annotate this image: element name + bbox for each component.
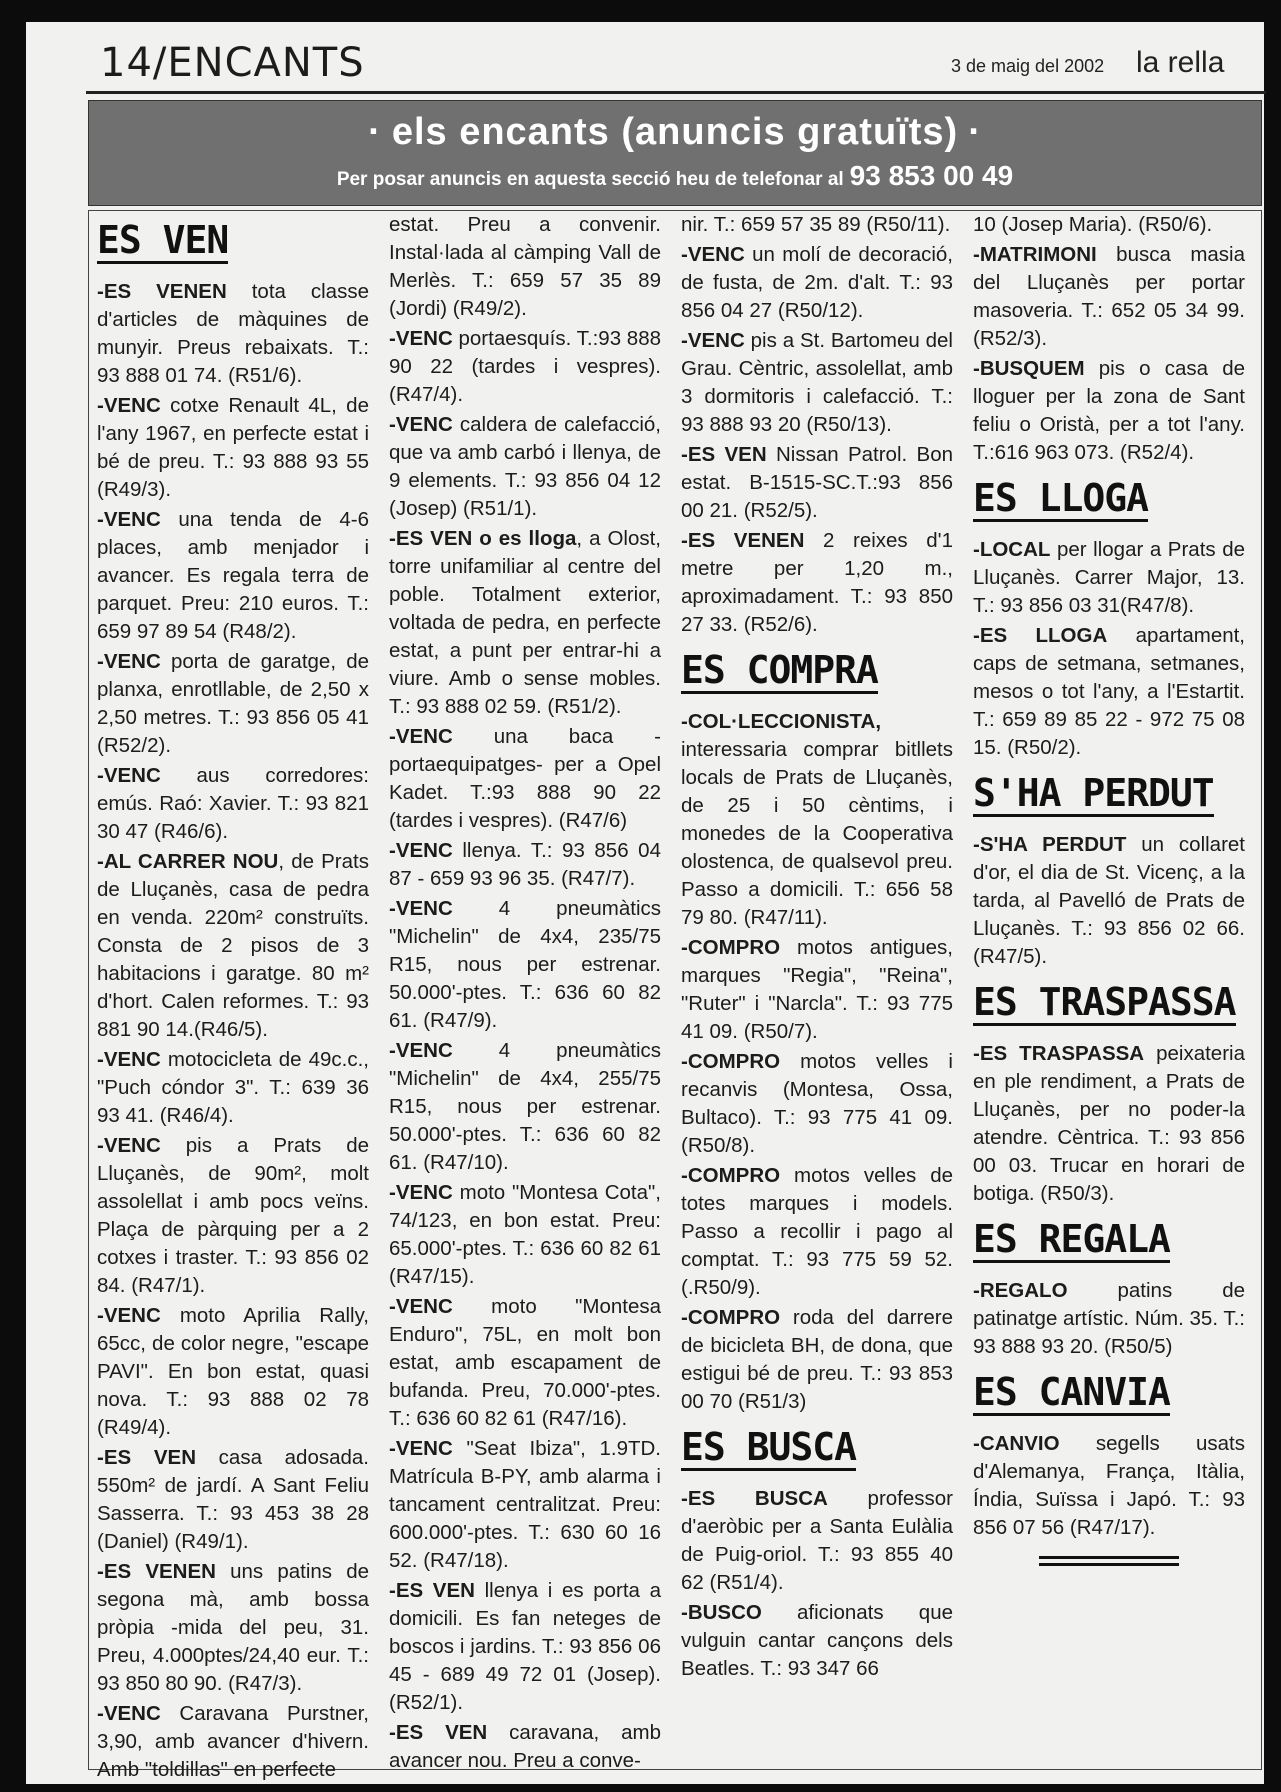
ad-lead: -COMPRO	[681, 1164, 781, 1187]
classified-ad	[389, 1293, 661, 1433]
publication-name: la rella	[1136, 46, 1225, 79]
classified-ad	[389, 1435, 661, 1575]
classified-ad	[681, 1304, 953, 1416]
ad-lead: -MATRIMONI	[973, 243, 1097, 266]
banner-dot-left: ·	[368, 111, 382, 153]
issue-date: 3 de maig del 2002	[951, 56, 1105, 76]
ad-text: llenya. T.: 93 856 04 87 - 659 93 96 35. (R47/7).	[389, 839, 661, 890]
classified-ad	[389, 525, 661, 721]
ad-text: motos velles de totes marques i models. Passo a recollir i pago al comptat. T.: 93 775 59 52. (.R50/9).	[681, 1164, 953, 1299]
column-4	[973, 211, 1245, 1566]
ad-text: professor d'aeròbic per a Santa Eulàlia de Puig-oriol. T.: 93 855 40 62 (R51/4).	[681, 1487, 954, 1594]
ad-lead: -LOCAL	[973, 538, 1051, 561]
ad-lead: -VENC	[97, 508, 161, 531]
ad-text: un collaret d'or, el dia de St. Vicenç, a la tarda, al Pavelló de Prats de Lluçanès. T.: 93 856 02 66. (R47/5).	[973, 833, 1245, 968]
classified-ad	[389, 723, 661, 835]
ads-list-sha-perdut	[973, 831, 1245, 971]
ads-list-es-canvia	[973, 1430, 1245, 1542]
classified-ad	[973, 1040, 1245, 1208]
ad-lead: -ES VEN	[389, 1579, 475, 1602]
classified-ad	[681, 441, 953, 525]
ad-text: , de Prats de Lluçanès, casa de pedra en venda. 220m² construïts. Consta de 2 pisos de 3 habitacions i garatge. 80 m² d'hort. Calen reformes. T.: 93 881 90 14.(R46/5).	[97, 850, 369, 1041]
ad-lead: -VENC	[389, 725, 453, 748]
classified-ad	[389, 211, 661, 323]
classified-ad	[681, 241, 953, 325]
ad-lead: -COMPRO	[681, 1050, 781, 1073]
banner-subtitle: Per posar anuncis en aquesta secció heu de telefonar al	[336, 169, 844, 190]
ad-text: casa adosada. 550m² de jardí. A Sant Feliu Sasserra. T.: 93 453 38 28 (Daniel) (R49/1).	[97, 1446, 369, 1553]
classified-ad	[97, 506, 369, 646]
ad-text: moto "Montesa Enduro", 75L, en molt bon estat, amb escapament de bufanda. Preu, 70.000'-ptes. T.: 636 60 82 61 (R47/16).	[389, 1295, 661, 1430]
ad-lead: -VENC	[97, 1702, 161, 1725]
ad-text: pis a Prats de Lluçanès, de 90m², molt assolellat i amb pocs veïns. Plaça de pàrquing per a 2 cotxes i traster. T.: 93 856 02 84. (R47/1).	[97, 1134, 369, 1297]
ad-lead: -ES LLOGA	[973, 624, 1108, 647]
ad-text: caravana, amb avancer nou. Preu a conve-	[389, 1721, 661, 1772]
classified-ad	[389, 411, 661, 523]
classifieds-frame	[88, 210, 1262, 1781]
column-3	[681, 211, 953, 1685]
classified-ad	[389, 1179, 661, 1291]
classified-ad	[97, 1444, 369, 1556]
classified-ad	[97, 762, 369, 846]
newspaper-page	[26, 22, 1264, 1784]
classified-ad	[97, 1132, 369, 1300]
ad-text: segells usats d'Alemanya, França, Itàlia, Índia, Suïssa i Japó. T.: 93 856 07 56 (R47/17).	[973, 1432, 1245, 1539]
section-heading-sha-perdut: S'HA PERDUT	[973, 771, 1214, 815]
ad-lead: -VENC	[681, 243, 745, 266]
ad-lead: -AL CARRER NOU	[97, 850, 279, 873]
ad-text: aus corredores: emús. Raó: Xavier. T.: 93 821 30 47 (R46/6).	[97, 764, 369, 843]
classified-ad	[389, 1577, 661, 1717]
banner-title: els encants (anuncis gratuïts)	[391, 111, 959, 153]
ads-list-es-lloga	[973, 536, 1245, 762]
ad-lead: -VENC	[389, 1039, 453, 1062]
ads-list-es-busca-cont	[973, 211, 1245, 467]
ad-text: cotxe Renault 4L, de l'any 1967, en perfecte estat i bé de preu. T.: 93 888 93 55 (R49/3).	[97, 394, 369, 501]
ad-lead: -VENC	[389, 839, 453, 862]
ad-lead: -BUSCO	[681, 1601, 762, 1624]
ad-text: peixateria en ple rendiment, a Prats de Lluçanès, per no poder-la atendre. Cèntrica. T.: 93 856 00 03. Trucar en horari de botiga. (R50/3).	[973, 1042, 1245, 1205]
ad-lead: -ES VEN	[97, 1446, 196, 1469]
classified-ad	[681, 934, 953, 1046]
ad-lead: -ES VEN o es lloga	[389, 527, 577, 550]
ads-list-es-compra	[681, 708, 953, 1416]
classified-ad	[681, 1599, 953, 1683]
ad-lead: -COMPRO	[681, 1306, 781, 1329]
ad-lead: -ES VENEN	[681, 529, 805, 552]
ad-text: moto "Montesa Cota", 74/123, en bon estat. Preu: 65.000'-ptes. T.: 636 60 82 61 (R47/15).	[389, 1181, 661, 1288]
ad-text: pis a St. Bartomeu del Grau. Cèntric, assolellat, amb 3 dormitoris i calefacció. T.: 93 888 93 20 (R50/13).	[681, 329, 953, 436]
classified-ad	[389, 837, 661, 893]
classified-ad	[973, 211, 1245, 239]
column-1	[97, 211, 369, 1786]
section-heading-es-regala: ES REGALA	[973, 1217, 1170, 1261]
classified-ad	[681, 708, 953, 932]
classified-ad	[97, 1046, 369, 1130]
ad-text: motos antigues, marques "Regia", "Reina", "Ruter" i "Narcla". T.: 93 775 41 09. (R50/7).	[681, 936, 953, 1043]
ad-lead: -VENC	[389, 1295, 453, 1318]
classified-ad	[97, 392, 369, 504]
ad-lead: -ES VEN	[681, 443, 767, 466]
ad-text: tota classe d'articles de màquines de munyir. Preus rebaixats. T.: 93 888 01 74. (R51/6).	[97, 280, 369, 387]
ads-list-es-ven-end	[681, 211, 953, 639]
classified-ad	[389, 895, 661, 1035]
ad-lead: -VENC	[681, 329, 745, 352]
ad-lead: -ES VENEN	[97, 1560, 216, 1583]
classified-ad	[973, 536, 1245, 620]
ad-lead: -CANVIO	[973, 1432, 1060, 1455]
ad-text: moto Aprilia Rally, 65cc, de color negre, "escape PAVI". En bon estat, quasi nova. T.: 93 888 02 78 (R49/4).	[97, 1304, 369, 1439]
ad-text: uns patins de segona mà, amb bossa pròpia -mida del peu, 31. Preu, 4.000ptes/24,40 eur. T.: 93 850 80 90. (R47/3).	[97, 1560, 369, 1695]
classified-ad	[681, 527, 953, 639]
banner-phone: 93 853 00 49	[849, 160, 1014, 191]
ad-lead: -VENC	[97, 764, 161, 787]
ad-text: llenya i es porta a domicili. Es fan neteges de boscos i jardins. T.: 93 856 06 45 - 689 49 72 01 (Josep). (R52/1).	[389, 1579, 661, 1714]
classified-ad	[97, 1302, 369, 1442]
ads-list-es-ven	[97, 278, 369, 1784]
classified-ad	[973, 831, 1245, 971]
classified-ad	[973, 1277, 1245, 1361]
ad-text: Nissan Patrol. Bon estat. B-1515-SC.T.:93 856 00 21. (R52/5).	[681, 443, 953, 522]
ad-lead: -VENC	[389, 897, 453, 920]
classified-ad	[973, 241, 1245, 353]
ad-lead: -VENC	[389, 413, 453, 436]
ad-lead: -VENC	[389, 1437, 453, 1460]
end-of-section-mark	[1039, 1556, 1179, 1566]
classified-ad	[389, 1037, 661, 1177]
ads-list-es-ven-cont	[389, 211, 661, 1775]
ad-text: porta de garatge, de planxa, enrotllable, de 2,50 x 2,50 metres. T.: 93 856 05 41 (R52/2).	[97, 650, 369, 757]
ad-lead: -VENC	[97, 1048, 161, 1071]
ad-text: motos velles i recanvis (Montesa, Ossa, Bultaco). T.: 93 775 41 09.(R50/8).	[681, 1050, 953, 1157]
ad-lead: -REGALO	[973, 1279, 1068, 1302]
ads-list-es-busca	[681, 1485, 953, 1683]
ad-lead: -ES VEN	[389, 1721, 488, 1744]
ad-lead: -BUSQUEM	[973, 357, 1085, 380]
classified-ad	[97, 848, 369, 1044]
ad-text: caldera de calefacció, que va amb carbó i llenya, de 9 elements. T.: 93 856 04 12 (Josep) (R51/1).	[389, 413, 661, 520]
ad-text: aficionats que vulguin cantar cançons dels Beatles. T.: 93 347 66	[681, 1601, 953, 1680]
classified-ad	[389, 325, 661, 409]
ad-text: portaesquís. T.:93 888 90 22 (tardes i vespres). (R47/4).	[389, 327, 661, 406]
ad-lead: -VENC	[97, 1304, 161, 1327]
classified-ad	[681, 1048, 953, 1160]
ad-text: per llogar a Prats de Lluçanès. Carrer Major, 13. T.: 93 856 03 31(R47/8).	[973, 538, 1245, 617]
ad-text: patins de patinatge artístic. Núm. 35. T.: 93 888 93 20. (R50/5)	[973, 1279, 1245, 1358]
classified-ad	[681, 211, 953, 239]
ad-text: 4 pneumàtics "Michelin" de 4x4, 235/75 R15, nous per estrenar. 50.000'-ptes. T.: 636 60 82 61. (R47/9).	[389, 897, 661, 1032]
classified-ad	[97, 278, 369, 390]
classified-ad	[973, 622, 1245, 762]
ad-text: Caravana Purstner, 3,90, amb avancer d'hivern. Amb "toldillas" en perfecte	[97, 1702, 369, 1781]
ad-lead: -ES VENEN	[97, 280, 227, 303]
ad-lead: -VENC	[389, 1181, 453, 1204]
ad-lead: -VENC	[389, 327, 453, 350]
ad-text: roda del darrere de bicicleta BH, de dona, que estigui bé de preu. T.: 93 853 00 70 (R51/3)	[681, 1306, 953, 1413]
classified-ad	[389, 1719, 661, 1775]
ad-lead: -ES BUSCA	[681, 1487, 828, 1510]
banner-title-line	[89, 111, 1261, 154]
ad-lead: -COL·LECCIONISTA,	[681, 710, 882, 733]
ads-list-es-traspassa	[973, 1040, 1245, 1208]
ad-text: nir. T.: 659 57 35 89 (R50/11).	[681, 213, 951, 236]
section-header: 14/ENCANTS	[100, 40, 365, 86]
banner-subtitle-line	[89, 160, 1261, 192]
section-heading-es-busca: ES BUSCA	[681, 1425, 857, 1469]
ad-text: un molí de decoració, de fusta, de 2m. d'alt. T.: 93 856 04 27 (R50/12).	[681, 243, 953, 322]
header-rule	[86, 91, 1266, 94]
ad-text: interessaria comprar bitllets locals de Prats de Lluçanès, de 25 i 50 cèntims, i monedes de la Cooperativa olostenca, de qualsevol preu. Passo a domicili. T.: 656 58 79 80. (R47/11).	[681, 738, 953, 929]
banner-dot-right: ·	[968, 111, 982, 153]
section-heading-es-compra: ES COMPRA	[681, 648, 878, 692]
ad-text: busca masia del Lluçanès per portar masoveria. T.: 652 05 34 99. (R52/3).	[973, 243, 1245, 350]
classified-ad	[681, 1485, 953, 1597]
classified-ad	[97, 1700, 369, 1784]
section-heading-es-ven: ES VEN	[97, 218, 229, 262]
ad-lead: -ES TRASPASSA	[973, 1042, 1145, 1065]
ad-lead: -VENC	[97, 650, 161, 673]
section-heading-es-traspassa: ES TRASPASSA	[973, 980, 1236, 1024]
ad-text: 4 pneumàtics "Michelin" de 4x4, 255/75 R15, nous per estrenar. 50.000'-ptes. T.: 636 60 82 61. (R47/10).	[389, 1039, 661, 1174]
column-2	[389, 211, 661, 1777]
ads-list-es-regala	[973, 1277, 1245, 1361]
classifieds-banner	[88, 100, 1262, 206]
ad-text: "Seat Ibiza", 1.9TD. Matrícula B-PY, amb alarma i tancament centralitzat. Preu: 600.000'-ptes. T.: 630 60 16 52. (R47/18).	[389, 1437, 661, 1572]
ad-text: motocicleta de 49c.c., "Puch cóndor 3". T.: 639 36 93 41. (R46/4).	[97, 1048, 369, 1127]
ad-text: 2 reixes d'1 metre per 1,20 m., aproximadament. T.: 93 850 27 33. (R52/6).	[681, 529, 954, 636]
ad-lead: -COMPRO	[681, 936, 781, 959]
classified-ad	[681, 1162, 953, 1302]
ad-lead: -VENC	[97, 394, 161, 417]
ad-text: apartament, caps de setmana, setmanes, mesos o tot l'any, a l'Estartit. T.: 659 89 85 22 - 972 75 08 15. (R50/2).	[973, 624, 1246, 759]
ad-text: una baca -portaequipatges- per a Opel Kadet. T.:93 888 90 22 (tardes i vespres). (R47/6)	[389, 725, 661, 832]
section-heading-es-canvia: ES CANVIA	[973, 1370, 1170, 1414]
ad-text: pis o casa de lloguer per la zona de Sant feliu o Oristà, per a tot l'any. T.:616 963 073. (R52/4).	[973, 357, 1245, 464]
section-heading-es-lloga: ES LLOGA	[973, 476, 1149, 520]
ad-text: , a Olost, torre unifamiliar al centre del poble. Totalment exterior, voltada de pedra, en perfecte estat, a punt per entrar-hi a viure. Amb o sense mobles. T.: 93 888 02 59. (R51/2).	[389, 527, 661, 718]
ad-lead: -VENC	[97, 1134, 161, 1157]
ad-text: 10 (Josep Maria). (R50/6).	[973, 213, 1213, 236]
classified-ad	[973, 1430, 1245, 1542]
classified-ad	[97, 1558, 369, 1698]
classified-ad	[681, 327, 953, 439]
ad-text: una tenda de 4-6 places, amb menjador i avancer. Es regala terra de parquet. Preu: 210 euros. T.: 659 97 89 54 (R48/2).	[97, 508, 369, 643]
classified-ad	[973, 355, 1245, 467]
classified-ad	[97, 648, 369, 760]
ad-text: estat. Preu a convenir. Instal·lada al càmping Vall de Merlès. T.: 659 57 35 89 (Jordi) (R49/2).	[389, 213, 661, 320]
ad-lead: -S'HA PERDUT	[973, 833, 1127, 856]
